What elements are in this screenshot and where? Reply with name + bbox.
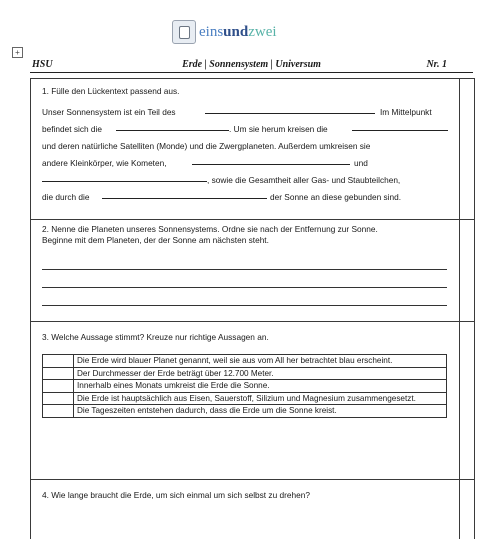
logo-text-part3: zwei (248, 23, 277, 40)
task-2 (42, 224, 454, 245)
checkbox-cell[interactable] (43, 355, 74, 368)
cloze-text: und deren natürliche Satelliten (Monde) und die Zwergplaneten. Außerdem umkreisen sie (42, 140, 371, 151)
task-4 (42, 487, 454, 504)
cloze-text: Im Mittelpunkt (380, 106, 432, 117)
statement-text: Die Erde ist hauptsächlich aus Eisen, Sauerstoff, Silizium und Magnesium zusammengesetzt. (74, 392, 447, 405)
cloze-text: befindet sich die (42, 123, 102, 134)
cloze-text: andere Kleinkörper, wie Kometen, (42, 157, 167, 168)
statements-table (42, 354, 447, 418)
worksheet (30, 58, 473, 528)
statement-row (43, 405, 447, 418)
logo-text (199, 24, 277, 41)
cloze-blank[interactable] (205, 104, 375, 114)
answer-line[interactable] (42, 269, 447, 270)
task-table (30, 78, 475, 539)
header-number: Nr. 1 (426, 59, 447, 70)
cloze-blank[interactable] (192, 155, 350, 165)
statement-text: Die Erde wird blauer Planet genannt, weil sie aus vom All her betrachtet blau erscheint. (74, 355, 447, 368)
header-subject: HSU (32, 59, 53, 70)
logo-face-icon (172, 20, 196, 44)
logo-text-part2: und (223, 23, 249, 40)
cloze-blank[interactable] (102, 189, 267, 199)
task-3 (42, 329, 454, 346)
statement-text: Innerhalb eines Monats umkreist die Erde die Sonne. (74, 380, 447, 393)
statement-row (43, 355, 447, 368)
points-column-divider (459, 79, 460, 539)
cloze-blank[interactable] (116, 121, 229, 131)
cloze-text: . Um sie herum kreisen die (229, 123, 328, 134)
statement-text: Die Tageszeiten entstehen dadurch, dass die Erde um die Sonne kreist. (74, 405, 447, 418)
statement-row (43, 392, 447, 405)
cloze-text: und (354, 157, 368, 168)
answer-line[interactable] (42, 287, 447, 288)
task-divider (31, 479, 474, 480)
checkbox-cell[interactable] (43, 392, 74, 405)
logo-text-part1: eins (199, 23, 224, 40)
task-3-title: 3. Welche Aussage stimmt? Kreuze nur richtige Aussagen an. (42, 332, 269, 342)
checkbox-cell[interactable] (43, 367, 74, 380)
statement-row (43, 380, 447, 393)
logo (172, 18, 277, 46)
cloze-blank[interactable] (352, 121, 448, 131)
task-4-title: 4. Wie lange braucht die Erde, um sich einmal um sich selbst zu drehen? (42, 490, 310, 500)
worksheet-header (30, 58, 473, 73)
cloze-text: Unser Sonnensystem ist ein Teil des (42, 106, 176, 117)
task-1-title: 1. Fülle den Lückentext passend aus. (42, 86, 180, 96)
task-1 (42, 83, 454, 206)
table-move-handle-icon[interactable]: + (12, 47, 23, 58)
task-divider (31, 219, 474, 220)
statement-row (43, 367, 447, 380)
statement-text: Der Durchmesser der Erde beträgt über 12.700 Meter. (74, 367, 447, 380)
header-topic: Erde | Sonnensystem | Universum (182, 59, 321, 70)
answer-line[interactable] (42, 305, 447, 306)
checkbox-cell[interactable] (43, 380, 74, 393)
cloze-text: der Sonne an diese gebunden sind. (270, 191, 402, 202)
cloze-blank[interactable] (42, 172, 207, 182)
checkbox-cell[interactable] (43, 405, 74, 418)
task-2-subtitle: Beginne mit dem Planeten, der der Sonne am nächsten steht. (42, 234, 269, 245)
cloze-text: , sowie die Gesamtheit aller Gas- und Staubteilchen, (207, 174, 401, 185)
task-divider (31, 321, 474, 322)
cloze-text: die durch die (42, 191, 90, 202)
task-2-title: 2. Nenne die Planeten unseres Sonnensystems. Ordne sie nach der Entfernung zur Sonne. (42, 224, 378, 234)
